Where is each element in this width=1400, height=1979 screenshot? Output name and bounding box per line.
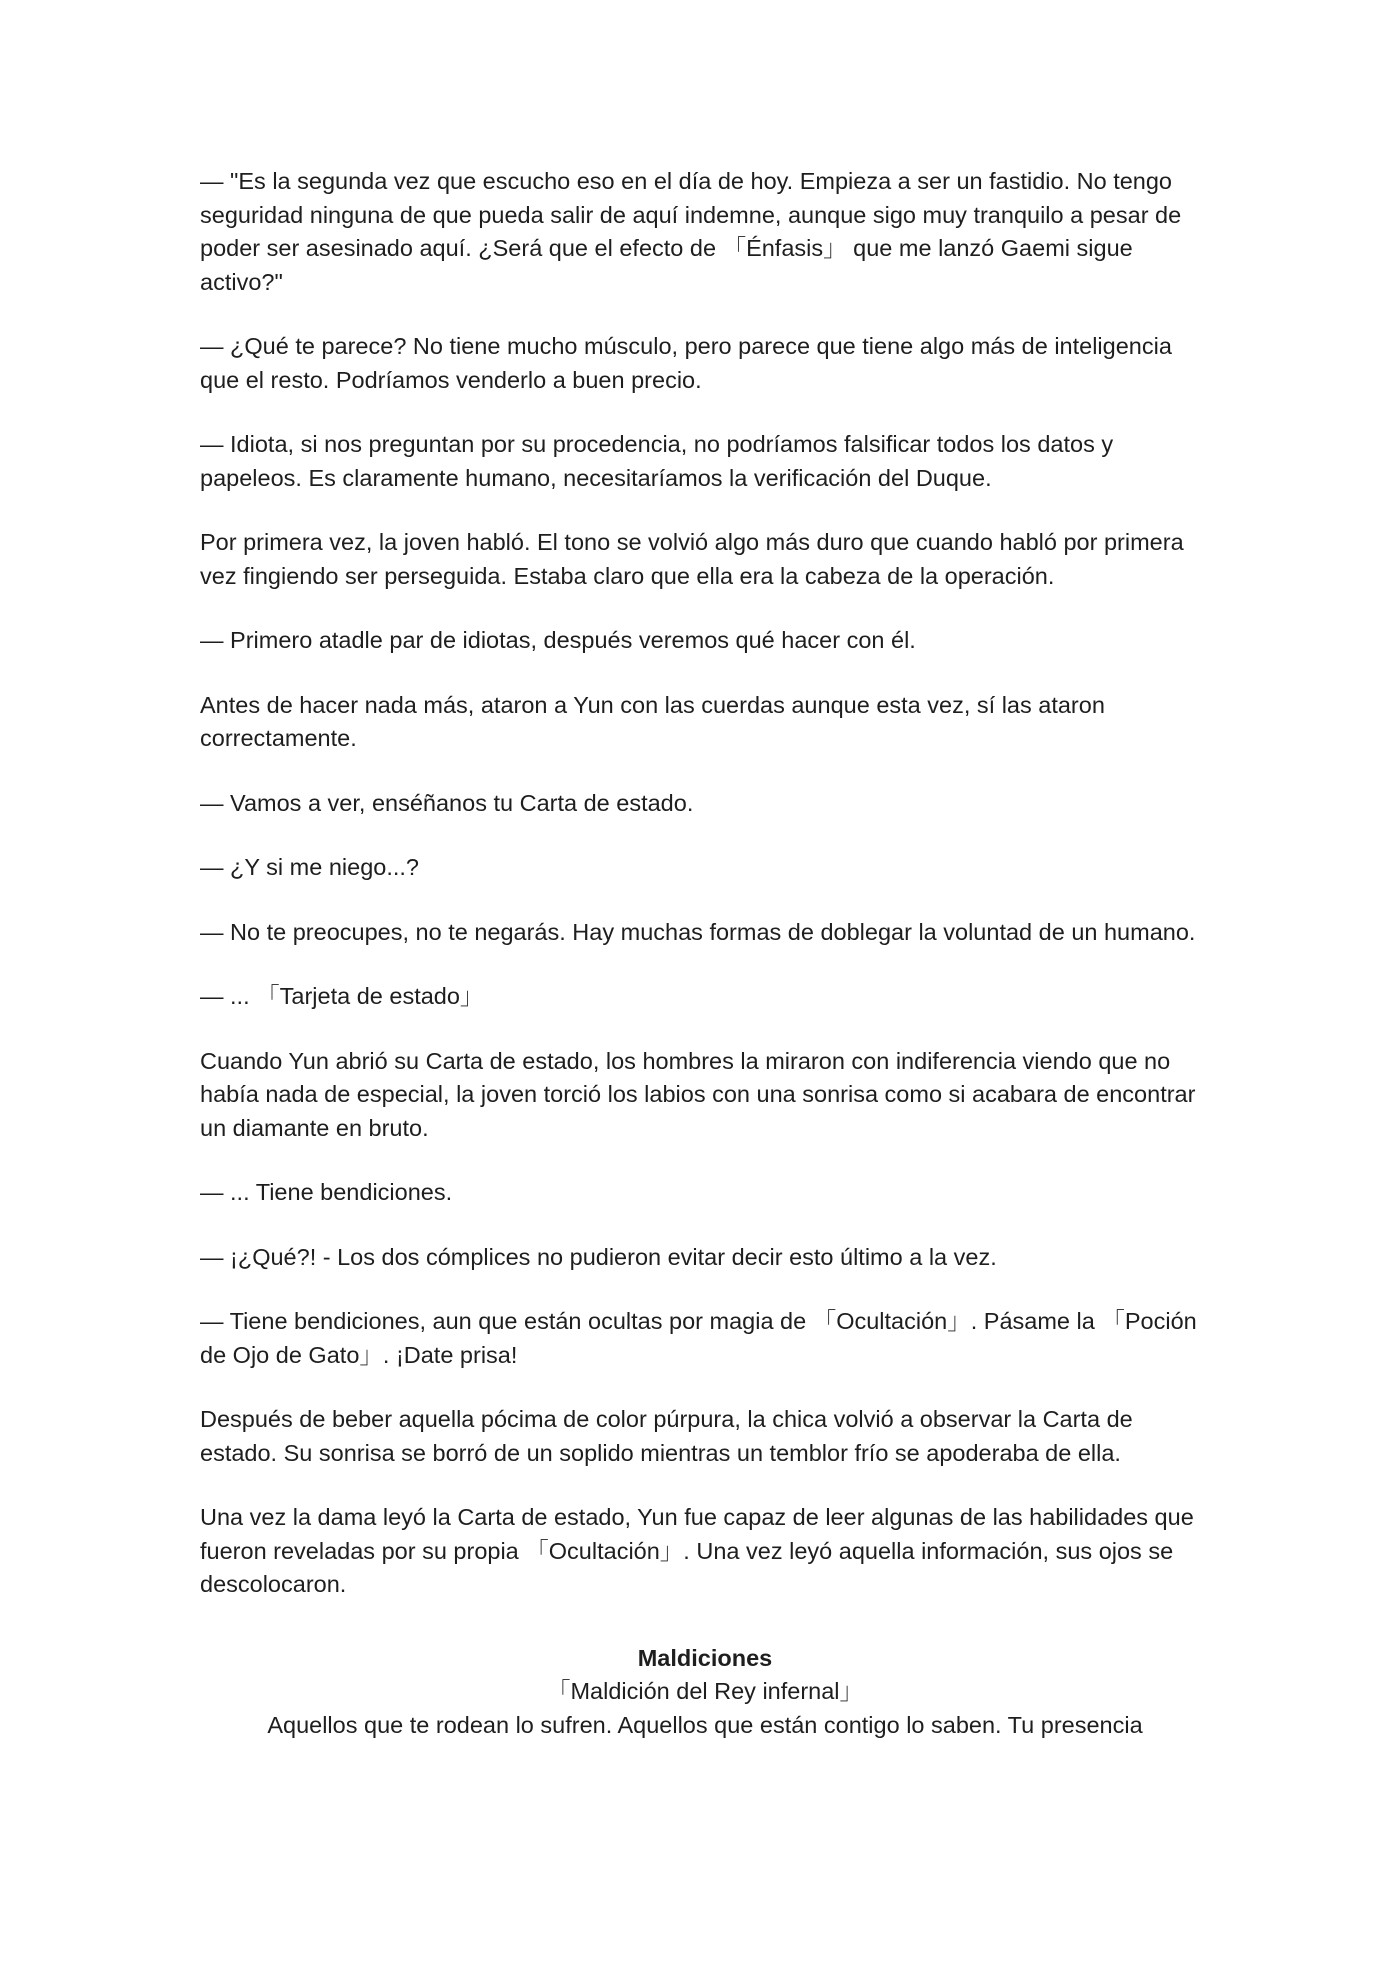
paragraph: — ¿Qué te parece? No tiene mucho músculo, pero parece que tiene algo más de inteligencia que el resto. Podríamos venderlo a buen precio. — [200, 333, 1172, 393]
paragraph: Una vez la dama leyó la Carta de estado, Yun fue capaz de leer algunas de las habilidades que fueron reveladas por su propia 「Ocultación」. Una vez leyó aquella información, sus ojos se descolocaron. — [200, 1504, 1194, 1597]
paragraph: — Tiene bendiciones, aun que están ocultas por magia de 「Ocultación」. Pásame la 「Poción de Ojo de Gato」. ¡Date prisa! — [200, 1308, 1197, 1368]
paragraph: — Vamos a ver, enséñanos tu Carta de estado. — [200, 789, 694, 816]
curse-description: Aquellos que te rodean lo sufren. Aquellos que están contigo lo saben. Tu presencia — [267, 1711, 1143, 1738]
paragraph: Por primera vez, la joven habló. El tono se volvió algo más duro que cuando habló por primera vez fingiendo ser perseguida. Estaba claro que ella era la cabeza de la operación. — [200, 529, 1184, 589]
paragraph: Cuando Yun abrió su Carta de estado, los hombres la miraron con indiferencia viendo que no había nada de especial, la joven torció los labios con una sonrisa como si acabara de encontrar un diamante en bruto. — [200, 1047, 1196, 1141]
paragraph: — Idiota, si nos preguntan por su procedencia, no podríamos falsificar todos los datos y papeleos. Es claramente humano, necesitaríamos la verificación del Duque. — [200, 431, 1114, 491]
paragraph: Antes de hacer nada más, ataron a Yun con las cuerdas aunque esta vez, sí las ataron correctamente. — [200, 691, 1105, 751]
curses-section — [200, 1642, 1210, 1743]
paragraph: — "Es la segunda vez que escucho eso en el día de hoy. Empieza a ser un fastidio. No tengo seguridad ninguna de que pueda salir de aquí indemne, aunque sigo muy tranquilo a pesar de poder ser asesinado aquí. ¿Será que el efecto de 「Énfasis」 que me lanzó Gaemi sigue activo?" — [200, 168, 1182, 295]
document-page — [200, 165, 1210, 1742]
paragraph: — Primero atadle par de idiotas, después veremos qué hacer con él. — [200, 627, 916, 653]
paragraph: — No te preocupes, no te negarás. Hay muchas formas de doblegar la voluntad de un humano. — [200, 918, 1196, 945]
paragraph: — ... Tiene bendiciones. — [200, 1179, 453, 1205]
paragraph: — ... 「Tarjeta de estado」 — [200, 983, 484, 1009]
paragraph: — ¿Y si me niego...? — [200, 854, 419, 880]
curse-name: 「Maldición del Rey infernal」 — [546, 1678, 864, 1704]
section-title: Maldiciones — [637, 1644, 773, 1671]
paragraph: Después de beber aquella pócima de color púrpura, la chica volvió a observar la Carta de estado. Su sonrisa se borró de un soplido mientras un temblor frío se apoderaba de ella. — [200, 1406, 1133, 1466]
paragraph: — ¡¿Qué?! - Los dos cómplices no pudieron evitar decir esto último a la vez. — [200, 1243, 997, 1270]
